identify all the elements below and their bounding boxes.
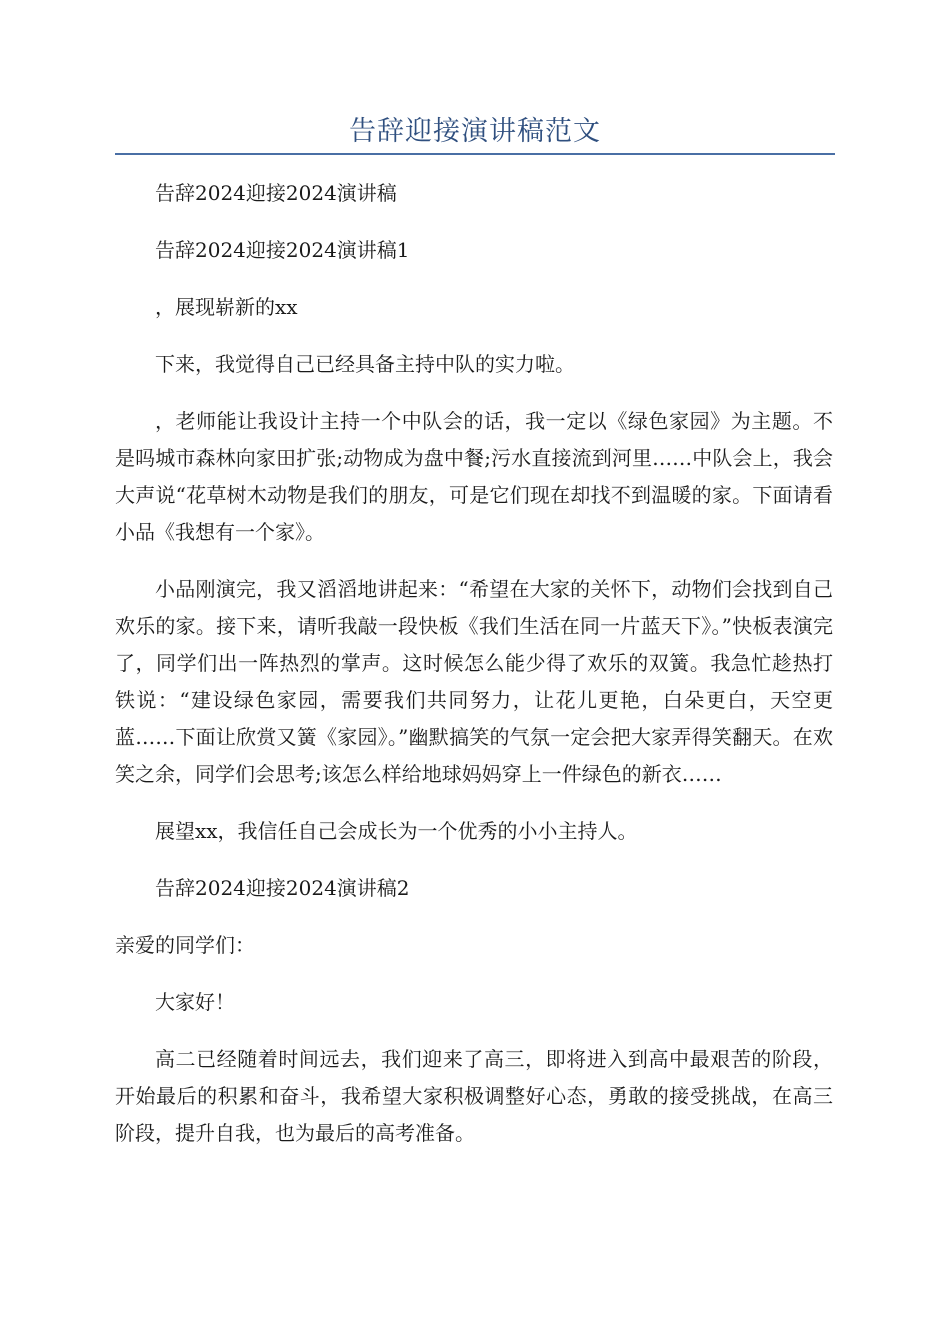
- paragraph: ，老师能让我设计主持一个中队会的话，我一定以《绿色家园》为主题。不是吗城市森林向家田扩张;动物成为盘中餐;污水直接流到河里……中队会上，我会大声说“花草树木动物是我们的朋友，可是它们现在却找不到温暖的家。下面请看小品《我想有一个家》。: [115, 409, 833, 544]
- greeting: 大家好！: [155, 990, 235, 1014]
- paragraph: ，展现崭新的xx: [155, 295, 298, 319]
- title-underline: [115, 153, 835, 155]
- salutation: 亲爱的同学们：: [115, 933, 255, 957]
- paragraph: 高二已经随着时间远去，我们迎来了高三，即将进入到高中最艰苦的阶段，开始最后的积累和奋斗，我希望大家积极调整好心态，勇敢的接受挑战，在高三阶段，提升自我，也为最后的高考准备。: [115, 1047, 833, 1145]
- paragraph: 小品刚演完，我又滔滔地讲起来：“希望在大家的关怀下，动物们会找到自己欢乐的家。接下来，请听我敲一段快板《我们生活在同一片蓝天下》。”快板表演完了，同学们出一阵热烈的掌声。这时候怎么能少得了欢乐的双簧。我急忙趁热打铁说：“建设绿色家园，需要我们共同努力，让花儿更艳，白朵更白，天空更蓝……下面让欣赏又簧《家园》。”幽默搞笑的气氛一定会把大家弄得笑翻天。在欢笑之余，同学们会思考;该怎么样给地球妈妈穿上一件绿色的新衣……: [115, 577, 833, 786]
- paragraph: 下来，我觉得自己已经具备主持中队的实力啦。: [155, 352, 575, 376]
- speech-1-heading: 告辞2024迎接2024演讲稿1: [155, 238, 410, 262]
- subtitle-heading: 告辞2024迎接2024演讲稿: [155, 181, 397, 205]
- document-body: [115, 175, 833, 1172]
- speech-2-heading: 告辞2024迎接2024演讲稿2: [155, 876, 410, 900]
- document-title: 告辞迎接演讲稿范文: [349, 116, 601, 147]
- paragraph: 展望xx，我信任自己会成长为一个优秀的小小主持人。: [155, 819, 638, 843]
